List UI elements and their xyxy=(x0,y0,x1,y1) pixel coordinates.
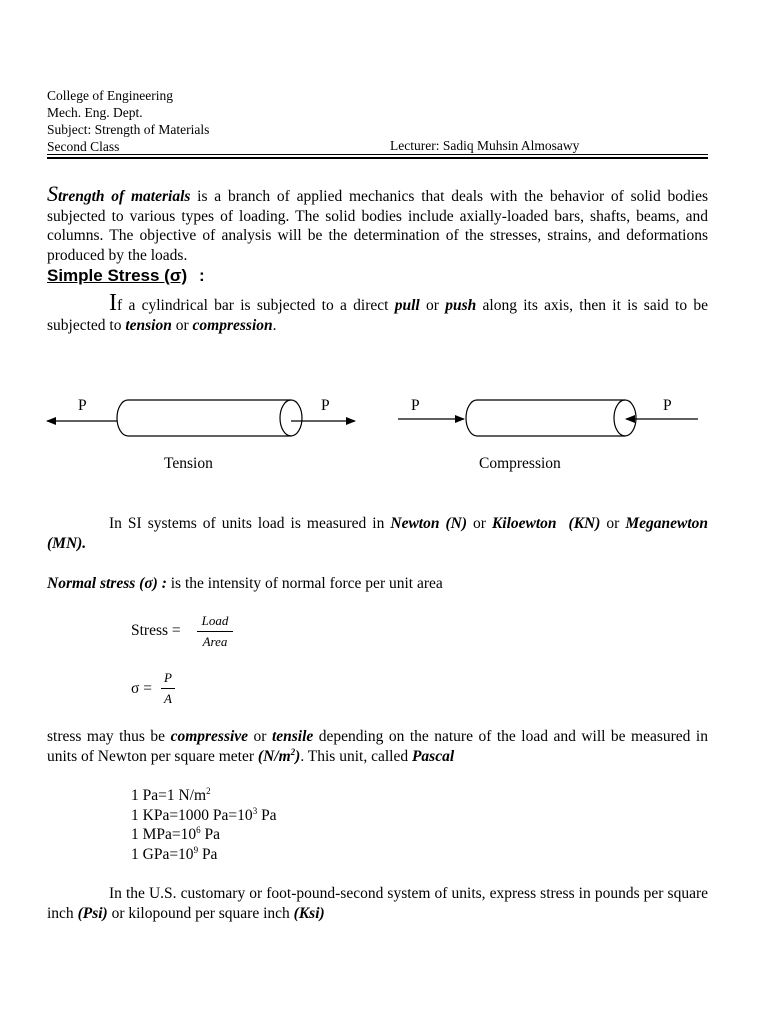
intro-term: trength of materials xyxy=(58,188,191,205)
conversion-gpa-tail: Pa xyxy=(198,845,218,863)
conversion-gpa-exp: 9 xyxy=(193,844,199,855)
conversion-kpa-exp: 3 xyxy=(252,805,258,816)
term-tension: tension xyxy=(125,316,172,334)
header-dept: Mech. Eng. Dept. xyxy=(47,105,143,120)
conversion-gpa-base: 1 GPa=10 xyxy=(131,845,194,863)
conversion-mpa-tail: Pa xyxy=(200,826,221,843)
simple-stress-colon: : xyxy=(199,266,205,285)
si-units-or-1: or xyxy=(467,515,492,532)
header-subject: Subject: Strength of Materials xyxy=(47,122,210,137)
term-push: push xyxy=(445,297,477,314)
compression-bar xyxy=(466,400,636,436)
pascal-or: or xyxy=(248,728,272,745)
intro-text: is a branch of applied mechanics that deals with the behavior of solid bodies subjected to various types of loading. The solid bodies include axially-loaded bars, shafts, beams, and columns. The objective of analysis will be the determination of the stresses, strains, and deformations produced by the loads. xyxy=(47,188,708,264)
stress-fraction-line xyxy=(197,631,233,632)
tension-load-right: P xyxy=(321,397,330,414)
unit-n-per-m2: (N/m xyxy=(257,747,291,765)
conversion-pa-base: 1 Pa=1 N/m xyxy=(131,787,207,804)
term-tensile: tensile xyxy=(271,728,314,745)
unit-close: ) xyxy=(295,747,301,765)
sigma-equation-lhs: σ = xyxy=(131,680,152,697)
sigma-fraction-line xyxy=(161,688,175,689)
term-ksi: (Ksi) xyxy=(293,904,325,922)
simple-stress-or-2: or xyxy=(171,316,193,334)
tension-load-left: P xyxy=(78,397,87,414)
unit-conversion-list xyxy=(131,786,277,864)
pascal-paragraph xyxy=(47,727,708,766)
simple-stress-text-1: f a cylindrical bar is subjected to a direct xyxy=(117,297,395,314)
us-units-paragraph xyxy=(47,884,708,923)
tension-caption: Tension xyxy=(164,455,213,472)
intro-dropcap: S xyxy=(47,181,58,206)
term-normal-stress: Normal stress (σ) : xyxy=(47,575,167,592)
conversion-pa-exp: 2 xyxy=(206,785,211,796)
simple-stress-big-i: I xyxy=(109,290,117,316)
header-college: College of Engineering xyxy=(47,88,173,103)
simple-stress-text-2: along its axis, then it is said to be subjected to xyxy=(47,297,709,334)
term-pascal: Pascal xyxy=(411,747,455,765)
term-pull: pull xyxy=(394,297,420,314)
term-meganewton: Meganewton (MN). xyxy=(47,515,709,552)
term-compression: compression xyxy=(192,316,273,334)
header-lecturer: Lecturer: Sadiq Muhsin Almosawy xyxy=(390,138,580,153)
sigma-numerator-p: P xyxy=(164,670,172,685)
normal-stress-text: is the intensity of normal force per unit area xyxy=(166,575,443,592)
si-units-text: In SI systems of units load is measured in xyxy=(109,515,391,532)
stress-denominator-area: Area xyxy=(202,634,228,649)
unit-exponent: 2 xyxy=(290,746,296,757)
conversion-pa xyxy=(131,786,277,806)
conversion-mpa xyxy=(131,825,277,845)
si-units-or-2: or xyxy=(600,515,626,532)
sigma-denominator-a: A xyxy=(164,691,172,706)
si-units-paragraph xyxy=(47,514,708,553)
compression-load-left: P xyxy=(411,397,420,414)
pascal-text-2: depending on the nature of the load and will be measured in units of Newton per square meter xyxy=(47,728,708,765)
normal-stress-paragraph xyxy=(47,574,708,594)
stress-equation-lhs: Stress = xyxy=(131,622,181,639)
stress-numerator-load: Load xyxy=(201,613,229,628)
conversion-kpa-base: 1 KPa=1000 Pa=10 xyxy=(131,806,253,824)
compression-caption: Compression xyxy=(479,455,561,472)
simple-stress-or-1: or xyxy=(419,297,446,314)
tension-bar xyxy=(117,400,302,436)
compression-load-right: P xyxy=(663,397,672,414)
header-class: Second Class xyxy=(47,139,120,154)
conversion-kpa xyxy=(131,806,277,826)
conversion-kpa-tail: Pa xyxy=(257,806,277,824)
conversion-gpa xyxy=(131,845,277,865)
term-psi: (Psi) xyxy=(77,904,108,922)
pascal-text-1: stress may thus be xyxy=(47,728,171,745)
us-units-text-1: In the U.S. customary or foot-pound-second system of units, express stress in pounds per square inch xyxy=(47,885,708,922)
us-units-text-2: or kilopound per square inch xyxy=(107,904,294,922)
simple-stress-heading-text: Simple Stress (σ) xyxy=(47,266,188,285)
simple-stress-end: . xyxy=(272,316,277,334)
term-compressive: compressive xyxy=(170,728,249,745)
term-kilonewton: Kiloewton (KN) xyxy=(491,515,601,532)
term-newton: Newton (N) xyxy=(390,515,467,532)
pascal-text-3: . This unit, called xyxy=(300,747,412,765)
conversion-mpa-base: 1 MPa=10 xyxy=(131,826,197,843)
conversion-mpa-exp: 6 xyxy=(196,824,201,835)
